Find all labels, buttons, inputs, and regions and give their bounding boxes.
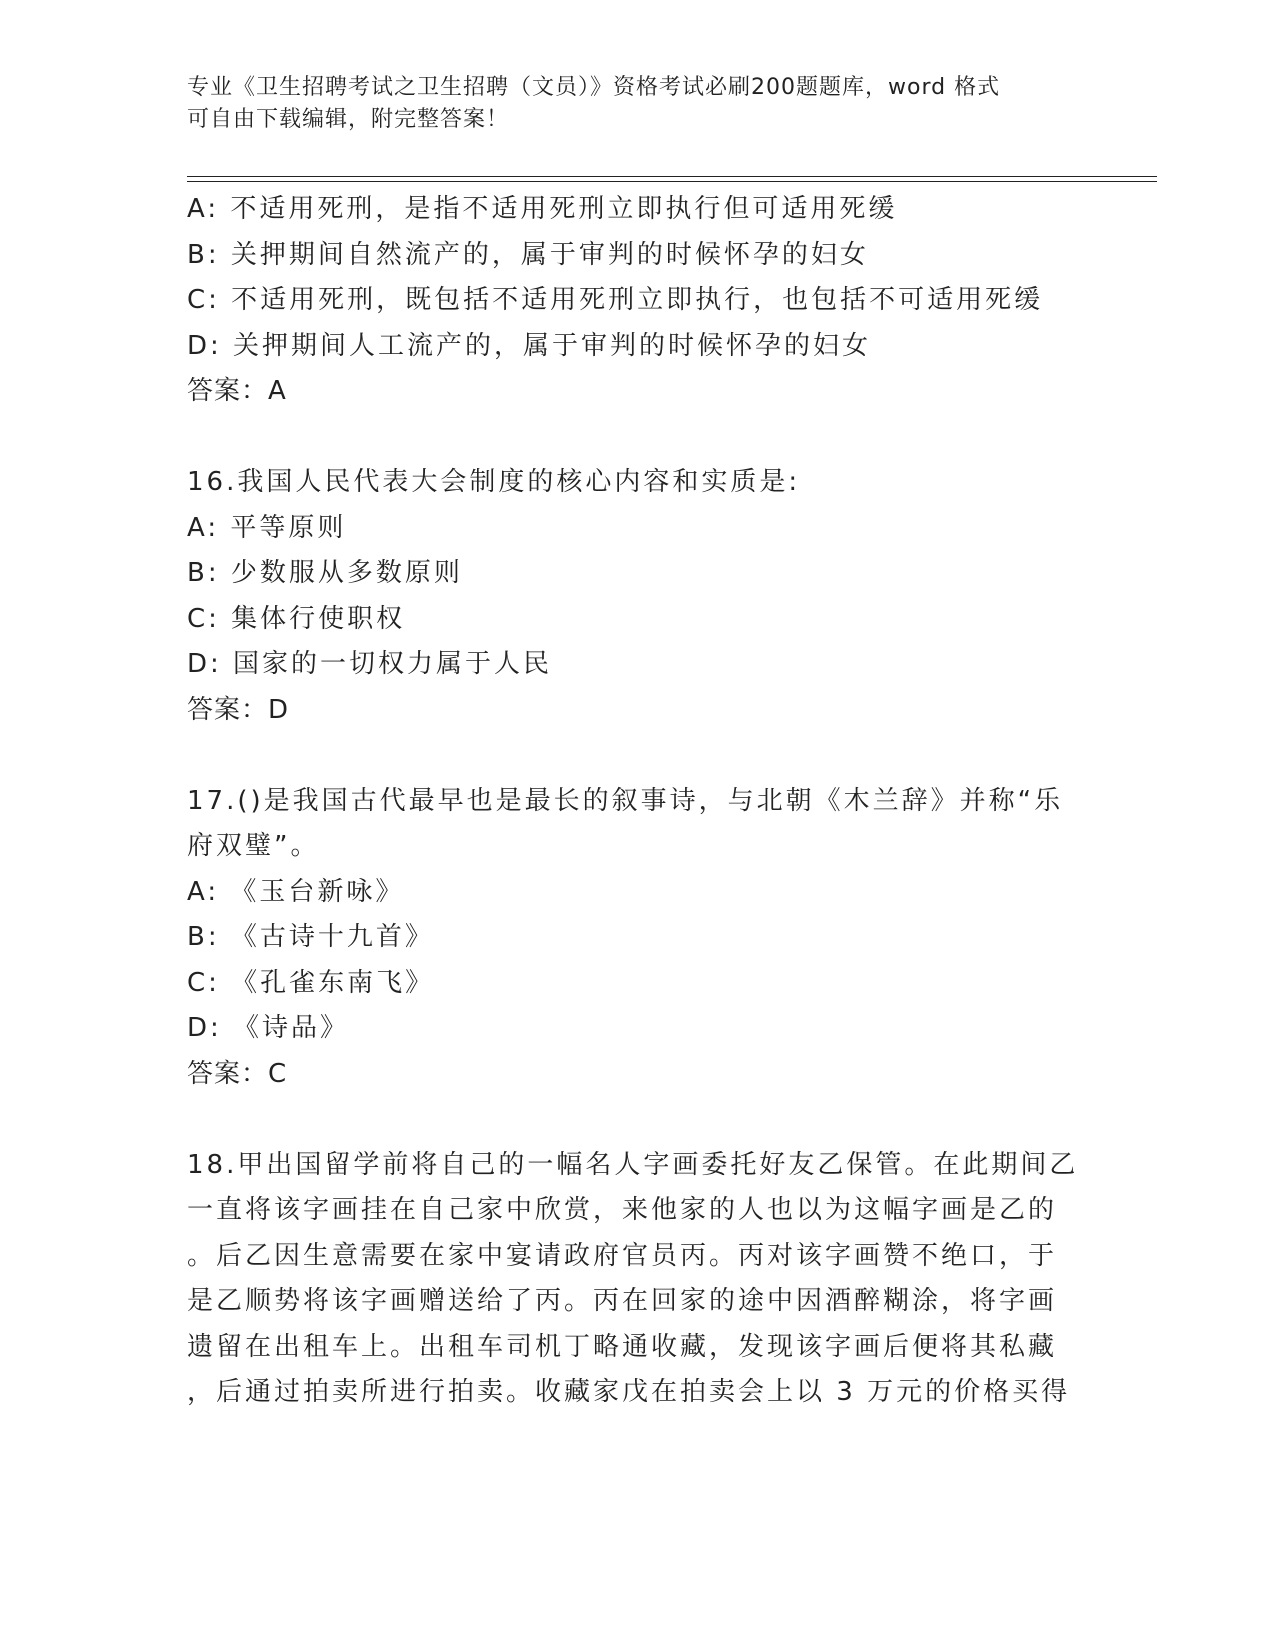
answer-line: 答案：C	[187, 1058, 288, 1089]
option-b: B: 《古诗十九首》	[187, 922, 434, 952]
header-divider-bottom	[187, 181, 1157, 182]
answer-line: 答案：D	[187, 694, 290, 725]
question-stem-line-2: 府双璧”。	[187, 831, 320, 861]
option-a: A: 不适用死刑，是指不适用死刑立即执行但可适用死缓	[187, 194, 898, 224]
option-d: D: 关押期间人工流产的，属于审判的时候怀孕的妇女	[187, 330, 872, 361]
question-17	[187, 779, 1067, 1098]
header-title-line-1: 专业《卫生招聘考试之卫生招聘（文员）》资格考试必刷200题题库，word 格式	[187, 75, 1001, 100]
option-c: C: 不适用死刑，既包括不适用死刑立即执行，也包括不可适用死缓	[187, 285, 1044, 315]
header-divider-top	[187, 176, 1157, 177]
option-b: B: 关押期间自然流产的，属于审判的时候怀孕的妇女	[187, 239, 869, 270]
spacer	[187, 733, 1067, 779]
option-c: C: 《孔雀东南飞》	[187, 967, 435, 998]
question-stem-line: 。后乙因生意需要在家中宴请政府官员丙。丙对该字画赞不绝口，于	[187, 1240, 1058, 1271]
question-stem-line: 一直将该字画挂在自己家中欣赏，来他家的人也以为这幅字画是乙的	[187, 1195, 1058, 1225]
question-list	[187, 187, 1079, 1416]
option-a: A: 《玉台新咏》	[187, 876, 405, 907]
option-d: D: 《诗品》	[187, 1013, 350, 1043]
spacer	[187, 1097, 1067, 1143]
question-stem-line-1: 17.()是我国古代最早也是最长的叙事诗，与北朝《木兰辞》并称“乐	[187, 785, 1064, 816]
answer-line: 答案：A	[187, 376, 287, 406]
header-title-line-2: 可自由下载编辑，附完整答案！	[187, 107, 510, 132]
option-d: D: 国家的一切权力属于人民	[187, 649, 553, 679]
question-stem: 16.我国人民代表大会制度的核心内容和实质是:	[187, 467, 801, 497]
option-b: B: 少数服从多数原则	[187, 558, 463, 588]
question-stem-line: 遗留在出租车上。出租车司机丁略通收藏，发现该字画后便将其私藏	[187, 1331, 1058, 1362]
option-c: C: 集体行使职权	[187, 603, 406, 634]
question-16	[187, 460, 1067, 733]
document-header	[187, 72, 1067, 136]
question-15	[187, 187, 1067, 415]
spacer	[187, 415, 1067, 461]
question-stem-line: 18.甲出国留学前将自己的一幅名人字画委托好友乙保管。在此期间乙	[187, 1149, 1079, 1180]
option-a: A: 平等原则	[187, 512, 347, 543]
question-stem-line: ，后通过拍卖所进行拍卖。收藏家戊在拍卖会上以 3 万元的价格买得	[187, 1377, 1071, 1407]
question-18	[187, 1143, 1079, 1416]
question-stem-line: 是乙顺势将该字画赠送给了丙。丙在回家的途中因酒醉糊涂，将字画	[187, 1286, 1058, 1316]
